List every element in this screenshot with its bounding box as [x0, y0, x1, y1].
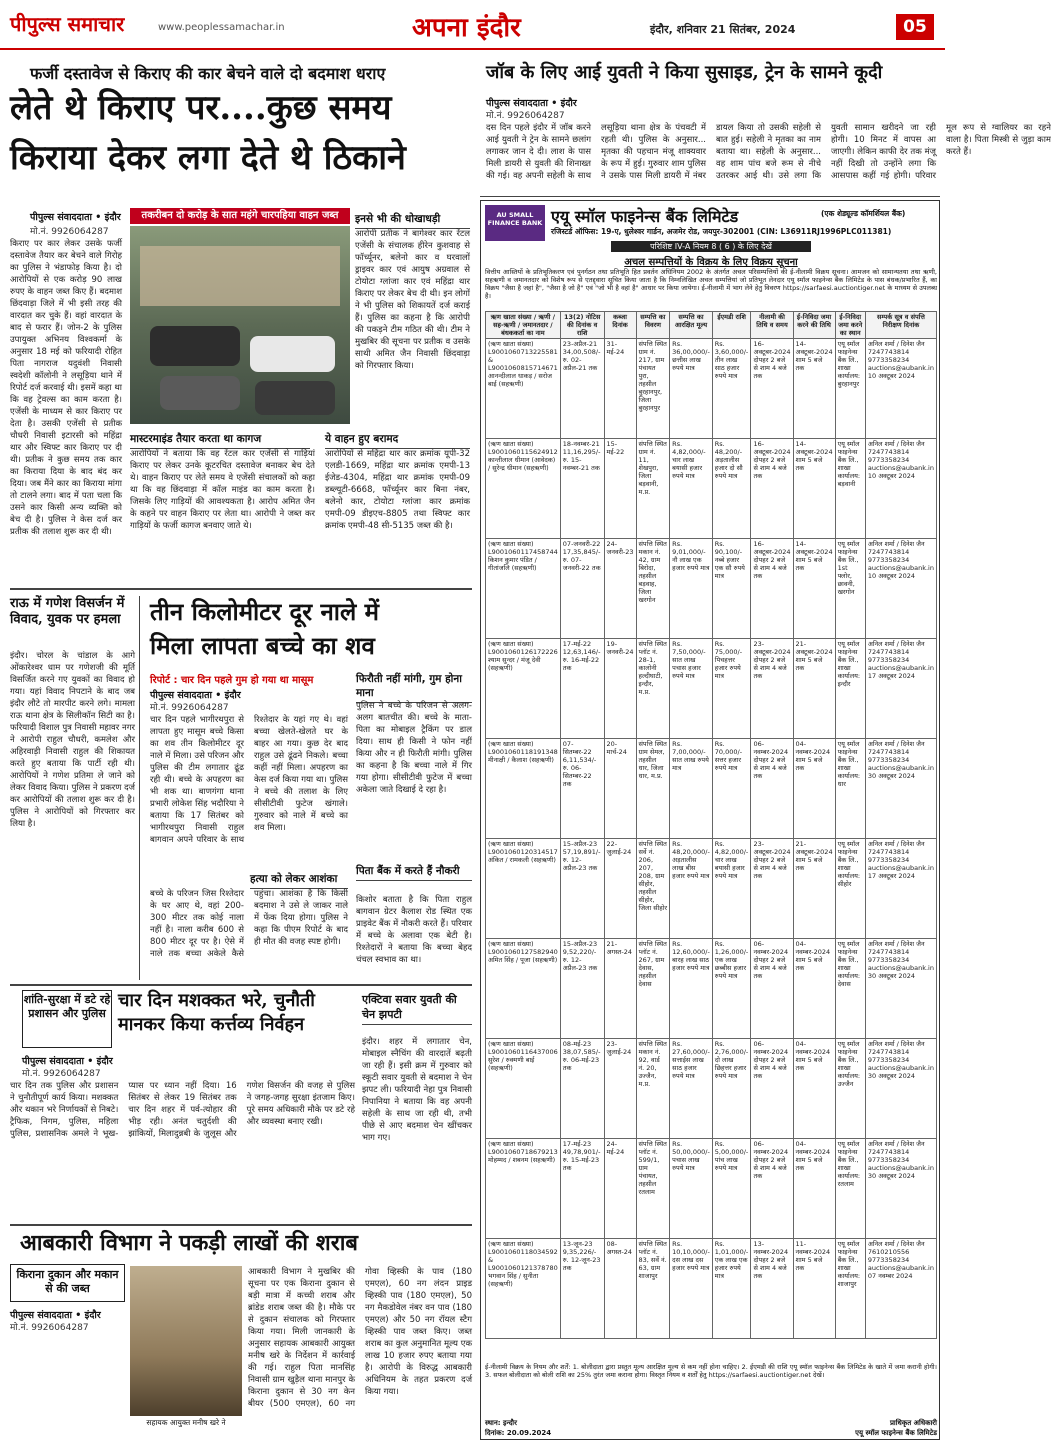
table-cell: 14-अक्टूबर-2024 शाम 5 बजे तक — [793, 439, 835, 539]
table-cell: 13-नवम्बर-2024 दोपहर 2 बजे से शाम 4 बजे तक — [751, 1239, 793, 1339]
table-cell: अनिल शर्मा / दिनेश जैन 7247743814 9773358234 auctions@aubank.in 30 अक्टूबर 2024 — [865, 739, 936, 839]
signatory-bank: एयू स्मॉल फाइनेन्स बैंक लिमिटेड — [855, 1429, 937, 1437]
notice-place: स्थान: इन्दौर — [485, 1419, 517, 1427]
newspaper-logo: पीपुल्स समाचार — [10, 12, 125, 36]
table-cell: एयू स्मॉल फाइनेन्स बैंक लि., शाखा कार्यालय: उज्जैन — [835, 1039, 865, 1139]
story1-sub2-body: आरोपियों ने बताया कि वह रेंटल कार एजेंसी से गाड़ियां किराए पर लेकर उनके कूटरचित दस्तावेज बनाकर बेच देते थे। वाहन किराए पर लेते समय वे एजेंसी संचालकों को कहा था कि वह छिंदवाड़ा में कॉल माइंड का काम करता है। जिसके लिए गाड़ियों की आवश्यकता है। आरोप अमित जैन के कहने पर वाहन किराए पर लेता था। आरोपी ने जब्त कर गाड़ियों के फर्जी कागज बनवाए जाते थे। — [130, 449, 315, 531]
story4-col3-title: एक्टिवा सवार युवती की चेन झपटी — [362, 992, 472, 1025]
story5-body: आबकारी विभाग ने मुखबिर की सूचना पर एक किराना दुकान से बड़ी मात्रा में कच्ची शराब और ब्रांडेड शराब जब्त की है। मौके पर से दुकान संचालक को गिरफ्तार किया गया। मिली जानकारी के अनुसार सहायक आबकारी आयुक्त मनीष खरे के निर्देशन में कार्रवाई की गई। राहुल पिता मानसिंह निवासी ग्राम खुड़ैल थाना मानपुर के किराना दुकान से 30 नग केन बीयर (500 एमएल), 60 नग गोवा व्हिस्की के पाव (180 एमएल), 60 नग लंदन प्राइड व्हिस्की पाव (180 एमएल), 50 नग मैकडोवेल नंबर वन पाव (180 एमएल) और 50 नग रॉयल स्टैग व्हिस्की पाव जब्त किए। जब्त शराब का कुल अनुमानित मूल्य एक लाख 10 हजार रुपए बताया गया है। आरोपी के विरुद्ध आबकारी अधिनियम के तहत प्रकरण दर्ज किया गया। — [248, 1267, 472, 1409]
story3-headline-line1: तीन किलोमीटर दूर नाले में — [150, 597, 379, 626]
divider — [480, 196, 940, 197]
story3-mobile: मो.नं. 9926064287 — [150, 703, 229, 713]
table-cell: Rs. 70,000/- सत्तर हजार रुपये मात्र — [712, 739, 751, 839]
table-cell: 04-नवम्बर-2024 शाम 5 बजे तक — [793, 1139, 835, 1239]
story3-col3-body2: किशोर बताता है कि पिता राहुल बागवान ग्रेटर कैलाश रोड स्थित एक प्राइवेट बैंक में नौकरी करते हैं। परिवार में बच्चे के अलावा एक बेटी है। रिश्तेदारों ने बताया कि बच्चा बेहद चंचल स्वभाव का था। — [356, 895, 472, 965]
page-number: 05 — [896, 14, 934, 40]
table-cell: 14-अक्टूबर-2024 शाम 5 बजे तक — [793, 539, 835, 639]
divider — [10, 588, 472, 590]
auction-table-wrap — [485, 311, 937, 1361]
table-cell: अनिल शर्मा / दिनेश जैन 7247743814 9773358234 auctions@aubank.in 10 अक्टूबर 2024 — [865, 339, 936, 439]
bank-address: रजिस्टर्ड ऑफिस: 19-ए, धुलेश्वर गार्डन, अजमेर रोड, जयपुर-302001 (CIN: L36911RJ1996PLC011381) — [551, 227, 892, 236]
table-row — [486, 1139, 937, 1239]
seized-liquor-photo — [130, 1266, 242, 1416]
bank-title-note: (एक शेड्यूल्ड कॉमर्शियल बैंक) — [821, 209, 906, 218]
story4-body: चार दिन तक पुलिस और प्रशासन ने चुनौतीपूर्ण कार्य किया। मशक्कत और थकान भरे निर्णायकों से निबटे। ट्रैफिक, निगम, पुलिस, महिला पुलिस, प्रशासनिक अमले ने भूख-प्यास पर ध्यान नहीं दिया। 16 सितंबर से लेकर 19 सितंबर तक चार दिन शहर में पर्व-त्योहार की भीड़ रही। अनंत चतुर्दशी की झांकियों, मिलादुन्नबी के जुलूस और गणेश विसर्जन की वजह से पुलिस ने जगह-जगह सुरक्षा इंतजाम किए। पूरे समय अधिकारी मौके पर डटे रहे और व्यवस्था बनाए रखी। — [10, 1081, 355, 1139]
table-cell: संपत्ति स्थित ग्राम नं. 217, ग्राम पंचायत पुरा, तहसील बुरहानपुर, जिला बुरहानपुर — [636, 339, 670, 439]
table-cell: Rs. 36,00,000/- छत्तीस लाख रुपये मात्र — [670, 339, 713, 439]
table-cell: 06-नवम्बर-2024 दोपहर 2 बजे से शाम 4 बजे तक — [751, 939, 793, 1039]
table-cell: Rs. 27,60,000/- सत्ताईस लाख साठ हजार रुपये मात्र — [670, 1039, 713, 1139]
table-cell: अनिल शर्मा / दिनेश जैन 7610210556 9773358234 auctions@aubank.in 07 नवम्बर 2024 — [865, 1239, 936, 1339]
table-cell: 06-नवम्बर-2024 दोपहर 2 बजे से शाम 4 बजे तक — [751, 1039, 793, 1139]
table-cell: Rs. 10,10,000/- दस लाख दस हजार रुपये मात्र — [670, 1239, 713, 1339]
table-header-cell: 13(2) नोटिस की दिनांक व राशि — [560, 312, 604, 339]
story5-side-label: किराना दुकान और मकान से की जब्त — [10, 1264, 125, 1302]
table-cell: Rs. 75,000/- पिचहत्तर हजार रुपये मात्र — [712, 639, 751, 739]
table-cell: 06-नवम्बर-2024 दोपहर 2 बजे से शाम 4 बजे तक — [751, 739, 793, 839]
table-cell: 16-अक्टूबर-2024 दोपहर 2 बजे से शाम 4 बजे तक — [751, 539, 793, 639]
story5-body-part — [10, 1334, 125, 1440]
table-cell: Rs. 4,82,000/- चार लाख बयासी हजार रुपये मात्र — [670, 439, 713, 539]
bank-logo: AU SMALL FINANCE BANK — [485, 205, 545, 241]
table-cell: 20-मार्च-24 — [604, 739, 636, 839]
table-cell: 14-अक्टूबर-2024 शाम 5 बजे तक — [793, 339, 835, 439]
divider — [10, 1224, 472, 1226]
table-cell: (ऋण खाता संख्या) L9001060713225581 & L9001060815714671 आनन्दीलाल धाकड़ / सरोज बाई (सहऋणी) — [486, 339, 561, 439]
table-cell: 08-मई-23 38,07,585/- रु. 06-मई-23 तक — [560, 1039, 604, 1139]
table-cell: संपत्ति स्थित प्लॉट नं. 599/1, ग्राम पंचायत, तहसील रतलाम — [636, 1139, 670, 1239]
bank-title: एयू स्मॉल फाइनेन्स बैंक लिमिटेड — [551, 207, 739, 226]
story3-sub1-body: बच्चे के परिजन जिस रिश्तेदार के घर आए थे, वहां 200-300 मीटर तक कोई नाला नहीं है। नाला करीब 600 से 800 मीटर दूर पर है। ऐसे में नाले तक बच्चा अकेले कैसे पहुंचा। आशंका है कि किसी बदमाश ने उसे ले जाकर नाले में फेंक दिया होगा। पुलिस ने कहा कि पीएम रिपोर्ट के बाद ही मौत की वजह स्पष्ट होगी। — [150, 889, 348, 959]
table-cell: Rs. 1,01,000/- एक लाख एक हजार रुपये मात्र — [712, 1239, 751, 1339]
story4-side-label: शांति-सुरक्षा में डटे रहे प्रशासन और पुलिस — [22, 990, 112, 1048]
table-cell: 11-नवम्बर-2024 शाम 5 बजे तक — [793, 1239, 835, 1339]
table-header-cell: ई-निविदा जमा करने की तिथि — [793, 312, 835, 339]
table-cell: 13-जून-23 9,35,226/- रु. 12-जून-23 तक — [560, 1239, 604, 1339]
notice-head: परिशिष्ट IV-A नियम 8 ( 6 ) के लिए देखें — [611, 241, 811, 252]
table-cell: Rs. 50,00,000/- पचास लाख रुपये मात्र — [670, 1139, 713, 1239]
table-cell: अनिल शर्मा / दिनेश जैन 7247743814 9773358234 auctions@aubank.in 10 अक्टूबर 2024 — [865, 539, 936, 639]
story2-headline: जॉब के लिए आई युवती ने किया सुसाइड, ट्रेन के सामने कूदी — [486, 62, 883, 83]
signatory: प्राधिकृत अधिकारी — [889, 1419, 937, 1427]
story3-side-body: इंदौर। चोरल के चांडाल के आगे ओंकारेश्वर धाम पर गणेशजी की मूर्ति विसर्जित करने गए युवकों का विवाद हो गया। यहां विवाद निपटाने के बाद जब इंदौर लौटे तो मारपीट करने लगे। मामला राऊ थाना क्षेत्र के सिलीकॉन सिटी का है। फरियादी विशाल पुत्र निवासी महावर नगर ने आरोपी राहुल चौधरी, कमलेश और अहिरवाड़ी निवासी राहुल की शिकायत करते हुए बताया कि पार्टी रही थी। आरोपियों ने गणेश प्रतिमा ले जाने को लेकर विवाद किया। पुलिस ने प्रकरण दर्ज कर आरोपियों की तलाश शुरू कर दी है। पुलिस ने आरोपियों को गिरफ्तार कर लिया है। — [10, 651, 135, 829]
table-cell: 23-जुलाई-24 — [604, 1039, 636, 1139]
table-cell: एयू स्मॉल फाइनेन्स बैंक लि., शाखा कार्यालय: बड़वानी — [835, 439, 865, 539]
table-cell: संपत्ति स्थित ग्राम सेमल, तहसील धार, जिला धार, म.प्र. — [636, 739, 670, 839]
table-cell: (ऋण खाता संख्या) L9001060118034592 & L9001060121378780 भगवान सिंह / सुनीता (सहऋणी) — [486, 1239, 561, 1339]
story3-col3-body: पुलिस ने बच्चे के परिजन से अलग-अलग बातचीत की। बच्चे के माता-पिता का मोबाइल ट्रैकिंग पर डाल दिया। साथ ही किसी ने फोन नहीं किया और न ही फिरौती मांगी। पुलिस का कहना है कि बच्चा नाले में गिर गया होगा। सीसीटीवी फुटेज में बच्चा अकेला जाते दिखाई दे रहा है। — [356, 701, 472, 795]
notice-title: अचल सम्पत्तियों के विक्रय के लिए विक्रय सूचना — [624, 257, 798, 268]
table-cell: (ऋण खाता संख्या) L9001060126172226 श्याम सुन्दर / मंजू देवी (सहऋणी) — [486, 639, 561, 739]
table-row — [486, 839, 937, 939]
table-cell: 16-अक्टूबर-2024 दोपहर 2 बजे से शाम 4 बजे तक — [751, 439, 793, 539]
table-cell: संपत्ति स्थित प्लॉट नं. 28-1, कालोनी हल्दीघाटी, इन्दौर, म.प्र. — [636, 639, 670, 739]
table-header-cell: ईएमडी राशि — [712, 312, 751, 339]
story3-col3-title2: पिता बैंक में करते हैं नौकरी — [356, 864, 472, 881]
story5-headline: आबकारी विभाग ने पकड़ी लाखों की शराब — [20, 1230, 358, 1256]
table-cell: संपत्ति स्थित मकान नं. 92, वार्ड नं. 20, उज्जैन, म.प्र. — [636, 1039, 670, 1139]
table-cell: 31-मई-24 — [604, 339, 636, 439]
notice-intro: वित्तीय आस्तियों के प्रतिभूतिकरण एवं पुनर्गठन तथा प्रतिभूति हित प्रवर्तन अधिनियम 2002 के अंतर्गत अचल परिसम्पत्तियों की ई-नीलामी विक्रय सूचना। आमजन को सामान्यतया तथा ऋणी, सहऋणी व जमानतदार को विशेष रूप से एतद्द्वारा सूचित किया जाता है कि निम्नलिखित अचल सम्पत्तियां जो प्रतिभूत लेनदार एयू स्मॉल फाइनेन्स बैंक लिमिटेड के पास बंधक/प्रभारित हैं, का विक्रय "जैसा है जहां है", "जैसा है जो है" एवं "जो भी है वहां है" आधार पर किया जायेगा। ई-नीलामी में भाग लेने हेतु विवरण https://sarfaesi.auctiontiger.net के माध्यम से उपलब्ध है। — [485, 268, 937, 300]
story4-headline-line1: चार दिन मशक्कत भरे, चुनौती — [118, 990, 315, 1011]
story1-sub1-body: आरोपी प्रतीक ने बागेश्वर कार रेंटल एजेंसी के संचालक हीरेन कुशवाह से फॉर्च्यूनर, बलेनो कार व घरवालों ड्राइवर कार एवं आयुष अग्रवाल से टोयोटा ग्लांजा कार एवं महिंद्रा थार किराए पर लेकर बेच दी थी। इन लोगों ने भी पुलिस को शिकायतें दर्ज कराई हैं। पुलिस का कहना है कि आरोपी की पकड़ने टीम गठित की थी। टीम ने मुखबिर की सूचना पर प्रतीक व उसके साथी अमित जैन निवासी छिंदवाड़ा को गिरफ्तार किया। — [355, 229, 470, 371]
story2-body: दस दिन पहले इंदौर में जॉब करने आई युवती ने ट्रेन के सामने छलांग लगाकर जान दे दी। लाश के पास मिली डायरी से युवती की शिनाख्त की गई। वह अपनी सहेली के साथ लसूड़िया थाना क्षेत्र के पंचवटी में रहती थी। पुलिस के अनुसार... मृतका की पहचान मंजू शाक्यवार के रूप में हुई। गुरुवार शाम पुलिस ने उसके पास मिली डायरी में नंबर डायल किया तो उसकी सहेली से बात हुई। सहेली ने मृतका का नाम बताया था। सहेली के अनुसार... वह शाम पांच बजे रूम से नीचे उतरकर आई थी। उसे लगा कि युवती सामान खरीदने जा रही होगी। 10 मिनट में वापस आ जाएगी। लेकिन काफी देर तक मंजू नहीं दिखी तो उन्होंने लगा कि आसपास कहीं गई होगी। परिवार मूल रूप से ग्वालियर का रहने वाला है। पिता मिस्त्री से जुड़ा काम करते हैं। — [486, 123, 1051, 181]
story1-mobile: मो.नं. 9926064287 — [30, 227, 109, 237]
table-cell: एयू स्मॉल फाइनेन्स बैंक लि., शाखा कार्यालय: धार — [835, 739, 865, 839]
table-cell: एयू स्मॉल फाइनेन्स बैंक लि., शाखा कार्यालय: देवास — [835, 939, 865, 1039]
section-title: अपना इंदौर — [412, 13, 521, 43]
table-cell: 15-अप्रैल-23 9,52,220/- रु. 12-अप्रैल-23 तक — [560, 939, 604, 1039]
table-cell: Rs. 90,100/- नब्बे हजार एक सौ रुपये मात्र — [712, 539, 751, 639]
table-header-cell: नीलामी की तिथि व समय — [751, 312, 793, 339]
story3-col3-title: फिरौती नहीं मांगी, गुम होना माना — [356, 672, 472, 703]
table-row — [486, 939, 937, 1039]
table-cell: अनिल शर्मा / दिनेश जैन 7247743814 9773358234 auctions@aubank.in 10 अक्टूबर 2024 — [865, 439, 936, 539]
table-cell: Rs. 48,20,000/- अड़तालीस लाख बीस हजार रुपये मात्र — [670, 839, 713, 939]
table-cell: Rs. 9,01,000/- नौ लाख एक हजार रुपये मात्र — [670, 539, 713, 639]
table-cell: 16-अक्टूबर-2024 दोपहर 2 बजे से शाम 4 बजे तक — [751, 339, 793, 439]
table-cell: 23-अक्टूबर-2024 दोपहर 2 बजे से शाम 4 बजे तक — [751, 639, 793, 739]
story4-mobile: मो.नं. 9926064287 — [22, 1069, 101, 1079]
story4-byline: पीपुल्स संवाददाता • इंदौर — [22, 1056, 113, 1067]
table-cell: 23-अक्टूबर-2024 दोपहर 2 बजे से शाम 4 बजे तक — [751, 839, 793, 939]
story2-mobile: मो.नं. 9926064287 — [486, 111, 565, 121]
bank-auction-notice — [480, 200, 940, 1440]
table-cell: एयू स्मॉल फाइनेन्स बैंक लि., शाखा कार्यालय: इन्दौर — [835, 639, 865, 739]
table-row — [486, 439, 937, 539]
table-cell: Rs. 1,26,000/- एक लाख छब्बीस हजार रुपये मात्र — [712, 939, 751, 1039]
table-header-cell: कब्जा दिनांक — [604, 312, 636, 339]
table-cell: 08-अगस्त-24 — [604, 1239, 636, 1339]
story5-caption: सहायक आयुक्त मनीष खरे ने — [146, 1418, 226, 1427]
table-cell: अनिल शर्मा / दिनेश जैन 7247743814 9773358234 auctions@aubank.in 30 अक्टूबर 2024 — [865, 1139, 936, 1239]
table-cell: Rs. 3,60,000/- तीन लाख साठ हजार रुपये मात्र — [712, 339, 751, 439]
story5-mobile: मो.नं. 9926064287 — [10, 1323, 89, 1333]
divider — [10, 984, 472, 986]
table-cell: 24-जनवरी-23 — [604, 539, 636, 639]
table-cell: 04-नवम्बर-2024 शाम 5 बजे तक — [793, 1039, 835, 1139]
table-cell: 17-मई-23 49,78,901/- रु. 15-मई-23 तक — [560, 1139, 604, 1239]
story4-col3-body: इंदौर। शहर में लगातार चेन, मोबाइल स्नैचिंग की वारदातें बढ़ती जा रही हैं। इसी क्रम में गुरुवार को स्कूटी सवार युवती से बदमाश ने चेन झपट ली। फरियादी नेहा पुत्र निवासी निपानिया ने बताया कि वह अपनी सहेली के साथ जा रही थी, तभी पीछे से आए बदमाश चेन खींचकर भाग गए। — [362, 1037, 472, 1143]
story1-sub3-body: आरोपियों से महिंद्रा थार कार क्रमांक यूपी-32 एलडी-1669, महिंद्रा थार क्रमांक एमपी-13 ईजेड-4304, महिंद्रा थार क्रमांक एमपी-09 डब्ल्यूटी-6668, फॉर्च्यूनर कार बिना नंबर, बलेनो कार, टोयोटा ग्लांजा कार क्रमांक एमपी-09 डीइएच-8805 तथा स्विफ्ट कार क्रमांक एमपी-48 सी-5135 जब्त की है। — [325, 449, 470, 531]
table-cell: 23-अप्रैल-21 34,00,508/- रु. 02-अप्रैल-21 तक — [560, 339, 604, 439]
table-cell: संपत्ति स्थित ग्राम नं. 11, शेखपुरा, जिला बड़वानी, म.प्र. — [636, 439, 670, 539]
table-cell: Rs. 12,60,000/- बारह लाख साठ हजार रुपये मात्र — [670, 939, 713, 1039]
table-cell: एयू स्मॉल फाइनेन्स बैंक लि., शाखा कार्यालय: शाजापुर — [835, 1239, 865, 1339]
table-cell: Rs. 5,00,000/- पांच लाख रुपये मात्र — [712, 1139, 751, 1239]
table-header-cell: सम्पत्ति का आरक्षित मूल्य — [670, 312, 713, 339]
table-cell: अनिल शर्मा / दिनेश जैन 7247743814 9773358234 auctions@aubank.in 30 अक्टूबर 2024 — [865, 1039, 936, 1139]
table-cell: 06-नवम्बर-2024 दोपहर 2 बजे से शाम 4 बजे तक — [751, 1139, 793, 1239]
website-url[interactable]: www.peoplessamachar.in — [158, 22, 285, 33]
auction-table — [485, 311, 937, 1339]
table-row — [486, 539, 937, 639]
story1-headline-line2: किराया देकर लगा देते थे ठिकाने — [10, 138, 406, 178]
table-row — [486, 739, 937, 839]
table-cell: संपत्ति स्थित सर्वे नं. 206, 207, 208, ग्राम सीहोर, तहसील सीहोर, जिला सीहोर — [636, 839, 670, 939]
table-cell: 15-मई-22 — [604, 439, 636, 539]
table-cell: 21-अगस्त-24 — [604, 939, 636, 1039]
story3-sub1-title: हत्या को लेकर आशंका — [250, 872, 348, 889]
story1-headline-line1: लेते थे किराए पर....कुछ समय — [10, 88, 392, 128]
table-cell: (ऋण खाता संख्या) L9001060116437006 सुरेश / रुक्मणी बाई (सहऋणी) — [486, 1039, 561, 1139]
table-cell: अनिल शर्मा / दिनेश जैन 7247743814 9773358234 auctions@aubank.in 17 अक्टूबर 2024 — [865, 839, 936, 939]
table-header-cell: ई-निविदा जमा करने का स्थान — [835, 312, 865, 339]
table-cell: 07-सितम्बर-22 6,11,534/- रु. 06-सितम्बर-22 तक — [560, 739, 604, 839]
story5-byline: पीपुल्स संवाददाता • इंदौर — [10, 1310, 101, 1321]
story1-kicker: फर्जी दस्तावेज से किराए की कार बेचने वाले दो बदमाश धराए — [30, 64, 386, 83]
table-cell: 21-अक्टूबर-2024 शाम 5 बजे तक — [793, 639, 835, 739]
table-cell: 22-जुलाई-24 — [604, 839, 636, 939]
story1-body: किराए पर कार लेकर उसके फर्जी दस्तावेज तैयार कर बेचने वाले गिरोह का पुलिस ने भंडाफोड़ किया है। दो आरोपियों से एक करोड़ 90 लाख रुपए के वाहन जब्त किए हैं। बदमाश छिंदवाड़ा जिले में भी इसी तरह की वारदात कर चुके हैं। वहां वारदात के बाद से फरार हैं। जोन-2 के पुलिस उपायुक्त अभिनय विश्वकर्मा के अनुसार 18 मई को फरियादी रोहित पिता नागराज यदुवंशी निवासी स्वदेशी कॉलोनी ने लसूड़िया थाने में रिपोर्ट दर्ज करवाई थी। इसमें कहा था कि वह ट्रेवल्स का काम करता है। एजेंसी के माध्यम से कार किराए पर देता है। उसकी एजेंसी से प्रतीक चौधरी निवासी इटारसी को महिंद्रा थार और स्विफ्ट कार किराए पर दी थी। प्रतीक ने कुछ समय तक कार का किराया दिया के बाद बंद कर दिया। जब मैंने कार का किराया मांगा तो टालने लगा। बाद में पता चला कि उसने कार किसी अन्य व्यक्ति को बेच दी है। पुलिस ने केस दर्ज कर प्रतीक की तलाश शुरू कर दी थी। — [10, 239, 122, 537]
divider — [139, 596, 140, 980]
auction-terms: ई-नीलामी विक्रय के नियम और शर्तें: 1. बोलीदाता द्वारा प्रस्तुत मूल्य आरक्षित मूल्य से कम नहीं होना चाहिए। 2. ईएमडी की राशि एयू स्मॉल फाइनेन्स बैंक लिमिटेड के खाते में जमा करानी होगी। 3. सफल बोलीदाता को बोली राशि का 25% तुरंत जमा कराना होगा। विस्तृत नियम व शर्तों हेतु https://sarfaesi.auctiontiger.net देखें। — [485, 1363, 937, 1379]
table-cell: (ऋण खाता संख्या) L9001060118191348 मीनाक्षी / कैलाश (सहऋणी) — [486, 739, 561, 839]
table-cell: 17-मई-22 12,63,146/- रु. 16-मई-22 तक — [560, 639, 604, 739]
story1-sub3-title: ये वाहन हुए बरामद — [325, 432, 470, 449]
table-cell: 19-जनवरी-24 — [604, 639, 636, 739]
story3-headline-line2: मिला लापता बच्चे का शव — [150, 631, 375, 660]
table-cell: 24-मई-24 — [604, 1139, 636, 1239]
table-cell: एयू स्मॉल फाइनेन्स बैंक लि., शाखा कार्यालय: बुरहानपुर — [835, 339, 865, 439]
table-cell: (ऋण खाता संख्या) L9001060117458744 किशन कुमार पंडित / गीतांजलि (सहऋणी) — [486, 539, 561, 639]
table-cell: (ऋण खाता संख्या) L9001060718679213 मोहम्मद / शबनम (सहऋणी) — [486, 1139, 561, 1239]
table-header-row — [486, 312, 937, 339]
police-seizure-photo — [130, 226, 350, 424]
table-cell: 07-जनवरी-22 17,35,845/- रु. 07-जनवरी-22 तक — [560, 539, 604, 639]
table-cell: संपत्ति स्थित मकान नं. 42, ग्राम बिरोदा, तहसील बड़वाह, जिला खरगोन — [636, 539, 670, 639]
dateline: इंदौर, शनिवार 21 सितंबर, 2024 — [650, 23, 796, 36]
table-cell: Rs. 48,200/- अड़तालीस हजार दो सौ रुपये मात्र — [712, 439, 751, 539]
story1-sub2-title: मास्टरमाइंड तैयार करता था कागज — [130, 432, 310, 449]
table-row — [486, 339, 937, 439]
story2-byline: पीपुल्स संवाददाता • इंदौर — [486, 98, 577, 109]
table-row — [486, 1039, 937, 1139]
table-header-cell: सम्पर्क सूत्र व संपत्ति निरीक्षण दिनांक — [865, 312, 936, 339]
table-cell: Rs. 7,00,000/- सात लाख रुपये मात्र — [670, 739, 713, 839]
table-row — [486, 1239, 937, 1339]
story1-sub1-title: इनसे भी की धोखाधड़ी — [355, 212, 470, 229]
table-row — [486, 639, 937, 739]
table-cell: Rs. 7,50,000/- सात लाख पचास हजार रुपये मात्र — [670, 639, 713, 739]
table-cell: अनिल शर्मा / दिनेश जैन 7247743814 9773358234 auctions@aubank.in 17 अक्टूबर 2024 — [865, 639, 936, 739]
table-cell: एयू स्मॉल फाइनेन्स बैंक लि., शाखा कार्यालय: रतलाम — [835, 1139, 865, 1239]
story3-side-kicker: राऊ में गणेश विसर्जन में विवाद, युवक पर हमला — [10, 596, 125, 627]
table-cell: 18-नवम्बर-21 11,16,295/- रु. 15-नवम्बर-21 तक — [560, 439, 604, 539]
table-cell: Rs. 2,76,000/- दो लाख छिहत्तर हजार रुपये मात्र — [712, 1039, 751, 1139]
table-cell: एयू स्मॉल फाइनेन्स बैंक लि., शाखा कार्यालय: सीहोर — [835, 839, 865, 939]
table-cell: संपत्ति स्थित प्लॉट नं. 267, ग्राम देवास, तहसील देवास — [636, 939, 670, 1039]
masthead — [0, 0, 945, 50]
table-cell: 04-नवम्बर-2024 शाम 5 बजे तक — [793, 739, 835, 839]
notice-date: दिनांक: 20.09.2024 — [485, 1429, 552, 1437]
story1-byline: पीपुल्स संवाददाता • इंदौर — [30, 212, 121, 223]
table-header-cell: सम्पत्ति का विवरण — [636, 312, 670, 339]
table-cell: (ऋण खाता संख्या) L9001060115624912 कान्तीलाल धीमान (आवेदक) / सुरेन्द्र धीमान (सहऋणी) — [486, 439, 561, 539]
table-cell: संपत्ति स्थित प्लॉट नं. 83, सर्वे नं. 63, ग्राम शाजापुर — [636, 1239, 670, 1339]
table-cell: (ऋण खाता संख्या) L9001060120314517 अंकित / रामकली (सहऋणी) — [486, 839, 561, 939]
table-cell: 15-अप्रैल-23 57,19,891/- रु. 12-अप्रैल-23 तक — [560, 839, 604, 939]
table-cell: एयू स्मॉल फाइनेन्स बैंक लि., 1st फ्लोर, छावनी, खरगोन — [835, 539, 865, 639]
table-cell: 04-नवम्बर-2024 शाम 5 बजे तक — [793, 939, 835, 1039]
table-cell: Rs. 4,82,000/- चार लाख बयासी हजार रुपये मात्र — [712, 839, 751, 939]
story3-byline: पीपुल्स संवाददाता • इंदौर — [150, 690, 241, 701]
table-cell: (ऋण खाता संख्या) L9001060127582940 अमित सिंह / पूजा (सहऋणी) — [486, 939, 561, 1039]
story4-headline-line2: मानकर किया कर्त्तव्य निर्वहन — [118, 1014, 305, 1035]
table-cell: अनिल शर्मा / दिनेश जैन 7247743814 9773358234 auctions@aubank.in 30 अक्टूबर 2024 — [865, 939, 936, 1039]
table-header-cell: ऋण खाता संख्या / ऋणी / सह-ऋणी / जमानतदार / बंधककर्ता का नाम — [486, 312, 561, 339]
table-cell: 21-अक्टूबर-2024 शाम 5 बजे तक — [793, 839, 835, 939]
story1-photo-caption: तकरीबन दो करोड़ के सात महंगे चारपहिया वाहन जब्त — [130, 208, 350, 224]
story3-report-line: रिपोर्ट : चार दिन पहले गुम हो गया था मासूम — [150, 675, 314, 686]
story3-body: चार दिन पहले भागीरथपुरा से लापता हुए मासूम बच्चे किसा का शव तीन किलोमीटर दूर नाले में मिला। उसे परिजन और पुलिस की टीम लगातार ढूंढ रही थी। बच्चे के अपहरण का भी शक था। बाणगंगा थाना प्रभारी लोकेश सिंह भदौरिया ने बताया कि 17 सितंबर को भागीरथपुरा निवासी राहुल बागवान अपने परिवार के साथ रिश्तेदार के यहां गए थे। वहां बच्चा खेलते-खेलते घर के बाहर आ गया। कुछ देर बाद राहुल उसे ढूंढने निकले। बच्चा कहीं नहीं मिला। अपहरण का केस दर्ज किया गया था। पुलिस ने बच्चे की तलाश के लिए सीसीटीवी फुटेज खंगाले। गुरुवार को नाले में बच्चे का शव मिला। — [150, 715, 348, 845]
